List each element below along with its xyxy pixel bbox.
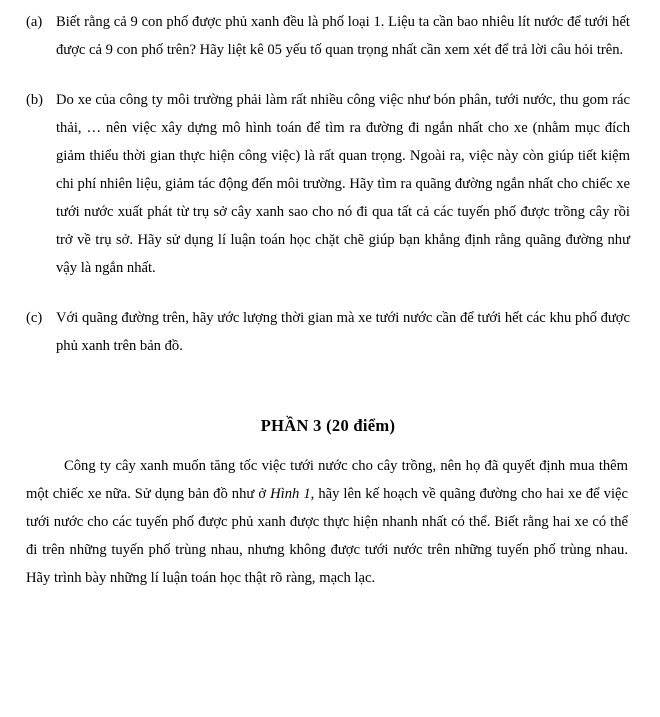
closing-paragraph-part-2: , hãy lên kế hoạch về quãng đường cho hai xe để việc tưới nước cho các tuyến phố được phủ xanh được thực hiện nhanh nhất có thể. Biết rằng hai xe có thể đi trên những tuyến phố trùng nhau, nhưng không được tưới nước trên những tuyến phố trùng nhau. Hãy trình bày những lí luận toán học thật rõ ràng, mạch lạc. — [26, 486, 628, 587]
item-text-b: Do xe của công ty môi trường phải làm rất nhiều công việc như bón phân, tưới nước, thu gom rác thải, … nên việc xây dựng mô hình toán để tìm ra đường đi ngắn nhất cho xe (nhằm mục đích giảm thiểu thời gian thực hiện công việc) là rất quan trọng. Ngoài ra, việc này còn giúp tiết kiệm chi phí nhiên liệu, giảm tác động đến môi trường. Hãy tìm ra quãng đường ngắn nhất cho chiếc xe tưới nước xuất phát từ trụ sở cây xanh sao cho nó đi qua tất cả các tuyến phố được trồng cây rồi trở về trụ sở. Hãy sử dụng lí luận toán học chặt chẽ giúp bạn khẳng định rằng quãng đường như vậy là ngắn nhất. — [56, 92, 630, 277]
item-marker-a: (a) — [26, 14, 43, 30]
item-marker-b: (b) — [26, 92, 44, 109]
closing-paragraph — [26, 452, 630, 592]
list-item — [26, 8, 630, 64]
closing-paragraph-part-1: Công ty cây xanh muốn tăng tốc việc tưới nước cho cây trồng, nên họ đã quyết định mua thêm một chiếc xe nữa. Sử dụng bản đồ như ở — [26, 458, 628, 503]
item-text-c: Với quãng đường trên, hãy ước lượng thời gian mà xe tưới nước cần để tưới hết các khu phố được phủ xanh trên bản đồ. — [56, 310, 630, 355]
list-item — [26, 86, 630, 282]
item-text-a: Biết rằng cả 9 con phố được phủ xanh đều là phố loại 1. Liệu ta cần bao nhiêu lít nước để tưới hết được cả 9 con phố trên? Hãy liệt kê 05 yếu tố quan trọng nhất cần xem xét để trả lời câu hỏi trên. — [56, 14, 630, 59]
item-marker-c: (c) — [26, 310, 43, 327]
figure-reference: Hình 1 — [270, 486, 311, 503]
part-heading: PHẦN 3 (20 điểm) — [260, 416, 396, 436]
list-item — [26, 304, 630, 360]
